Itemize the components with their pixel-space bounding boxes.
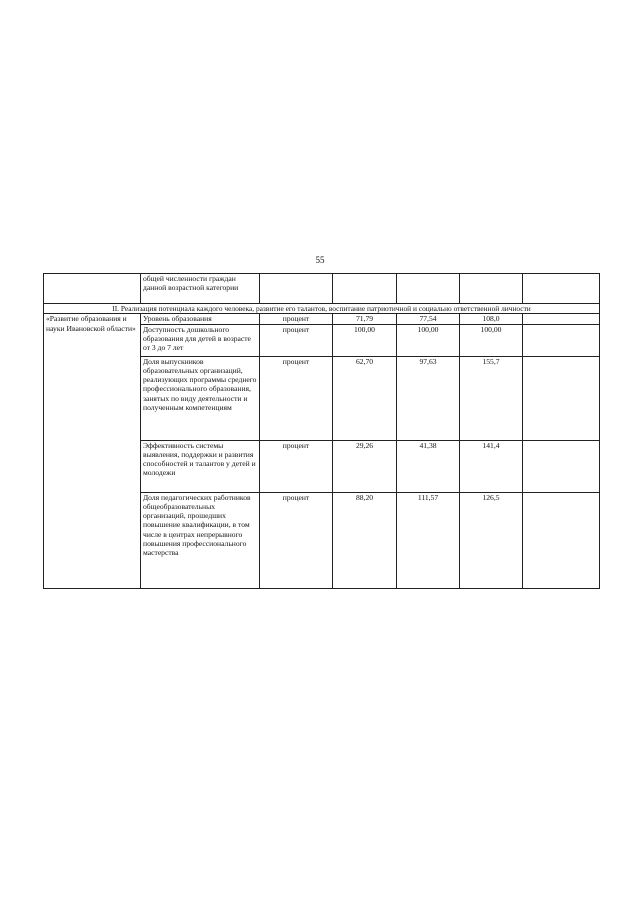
value-cell: 108,0 (460, 314, 523, 324)
value-cell (523, 440, 600, 492)
value-cell: 141,4 (460, 440, 523, 492)
unit-cell: процент (260, 324, 333, 356)
table-row-continued (44, 274, 600, 304)
section-row (44, 304, 600, 314)
program-cell (44, 274, 141, 304)
unit-cell: процент (260, 356, 333, 440)
indicator-cell: Доступность дошкольного образования для детей в возрасте от 3 до 7 лет (141, 324, 260, 356)
value-cell: 88,20 (333, 492, 397, 588)
value-cell: 111,57 (397, 492, 460, 588)
indicator-cell: Уровень образования (141, 314, 260, 324)
value-cell: 77,54 (397, 314, 460, 324)
indicator-cell: Эффективность системы выявления, поддержки и развития способностей и талантов у детей и молодежи (141, 440, 260, 492)
value-cell (523, 314, 600, 324)
unit-cell (260, 274, 333, 304)
unit-cell: процент (260, 440, 333, 492)
indicator-cell: Доля выпускников образовательных организаций, реализующих программы среднего профессионального образования, занятых по виду деятельности и полученным компетенциям (141, 356, 260, 440)
value-cell: 29,26 (333, 440, 397, 492)
section-heading: II. Реализация потенциала каждого человека, развитие его талантов, воспитание патриотичной и социально ответственной личности (44, 304, 600, 314)
table-row (44, 314, 600, 324)
value-cell (523, 492, 600, 588)
value-cell: 126,5 (460, 492, 523, 588)
value-cell (397, 274, 460, 304)
value-cell: 100,00 (460, 324, 523, 356)
value-cell: 71,79 (333, 314, 397, 324)
value-cell: 62,70 (333, 356, 397, 440)
indicator-cell: Доля педагогических работников общеобразовательных организаций, прошедших повышение квалификации, в том числе в центрах непрерывного повышения профессионального мастерства (141, 492, 260, 588)
value-cell: 41,38 (397, 440, 460, 492)
page-number: 55 (315, 255, 325, 265)
value-cell (523, 324, 600, 356)
unit-cell: процент (260, 492, 333, 588)
unit-cell: процент (260, 314, 333, 324)
value-cell (333, 274, 397, 304)
value-cell (523, 274, 600, 304)
indicator-cell: общей численности граждан данной возрастной категории (141, 274, 260, 304)
value-cell: 155,7 (460, 356, 523, 440)
program-name: «Развитие образования и науки Ивановской области» (44, 314, 141, 588)
value-cell: 100,00 (397, 324, 460, 356)
value-cell (523, 356, 600, 440)
value-cell: 97,63 (397, 356, 460, 440)
value-cell (460, 274, 523, 304)
value-cell: 100,00 (333, 324, 397, 356)
indicators-table (43, 273, 600, 589)
